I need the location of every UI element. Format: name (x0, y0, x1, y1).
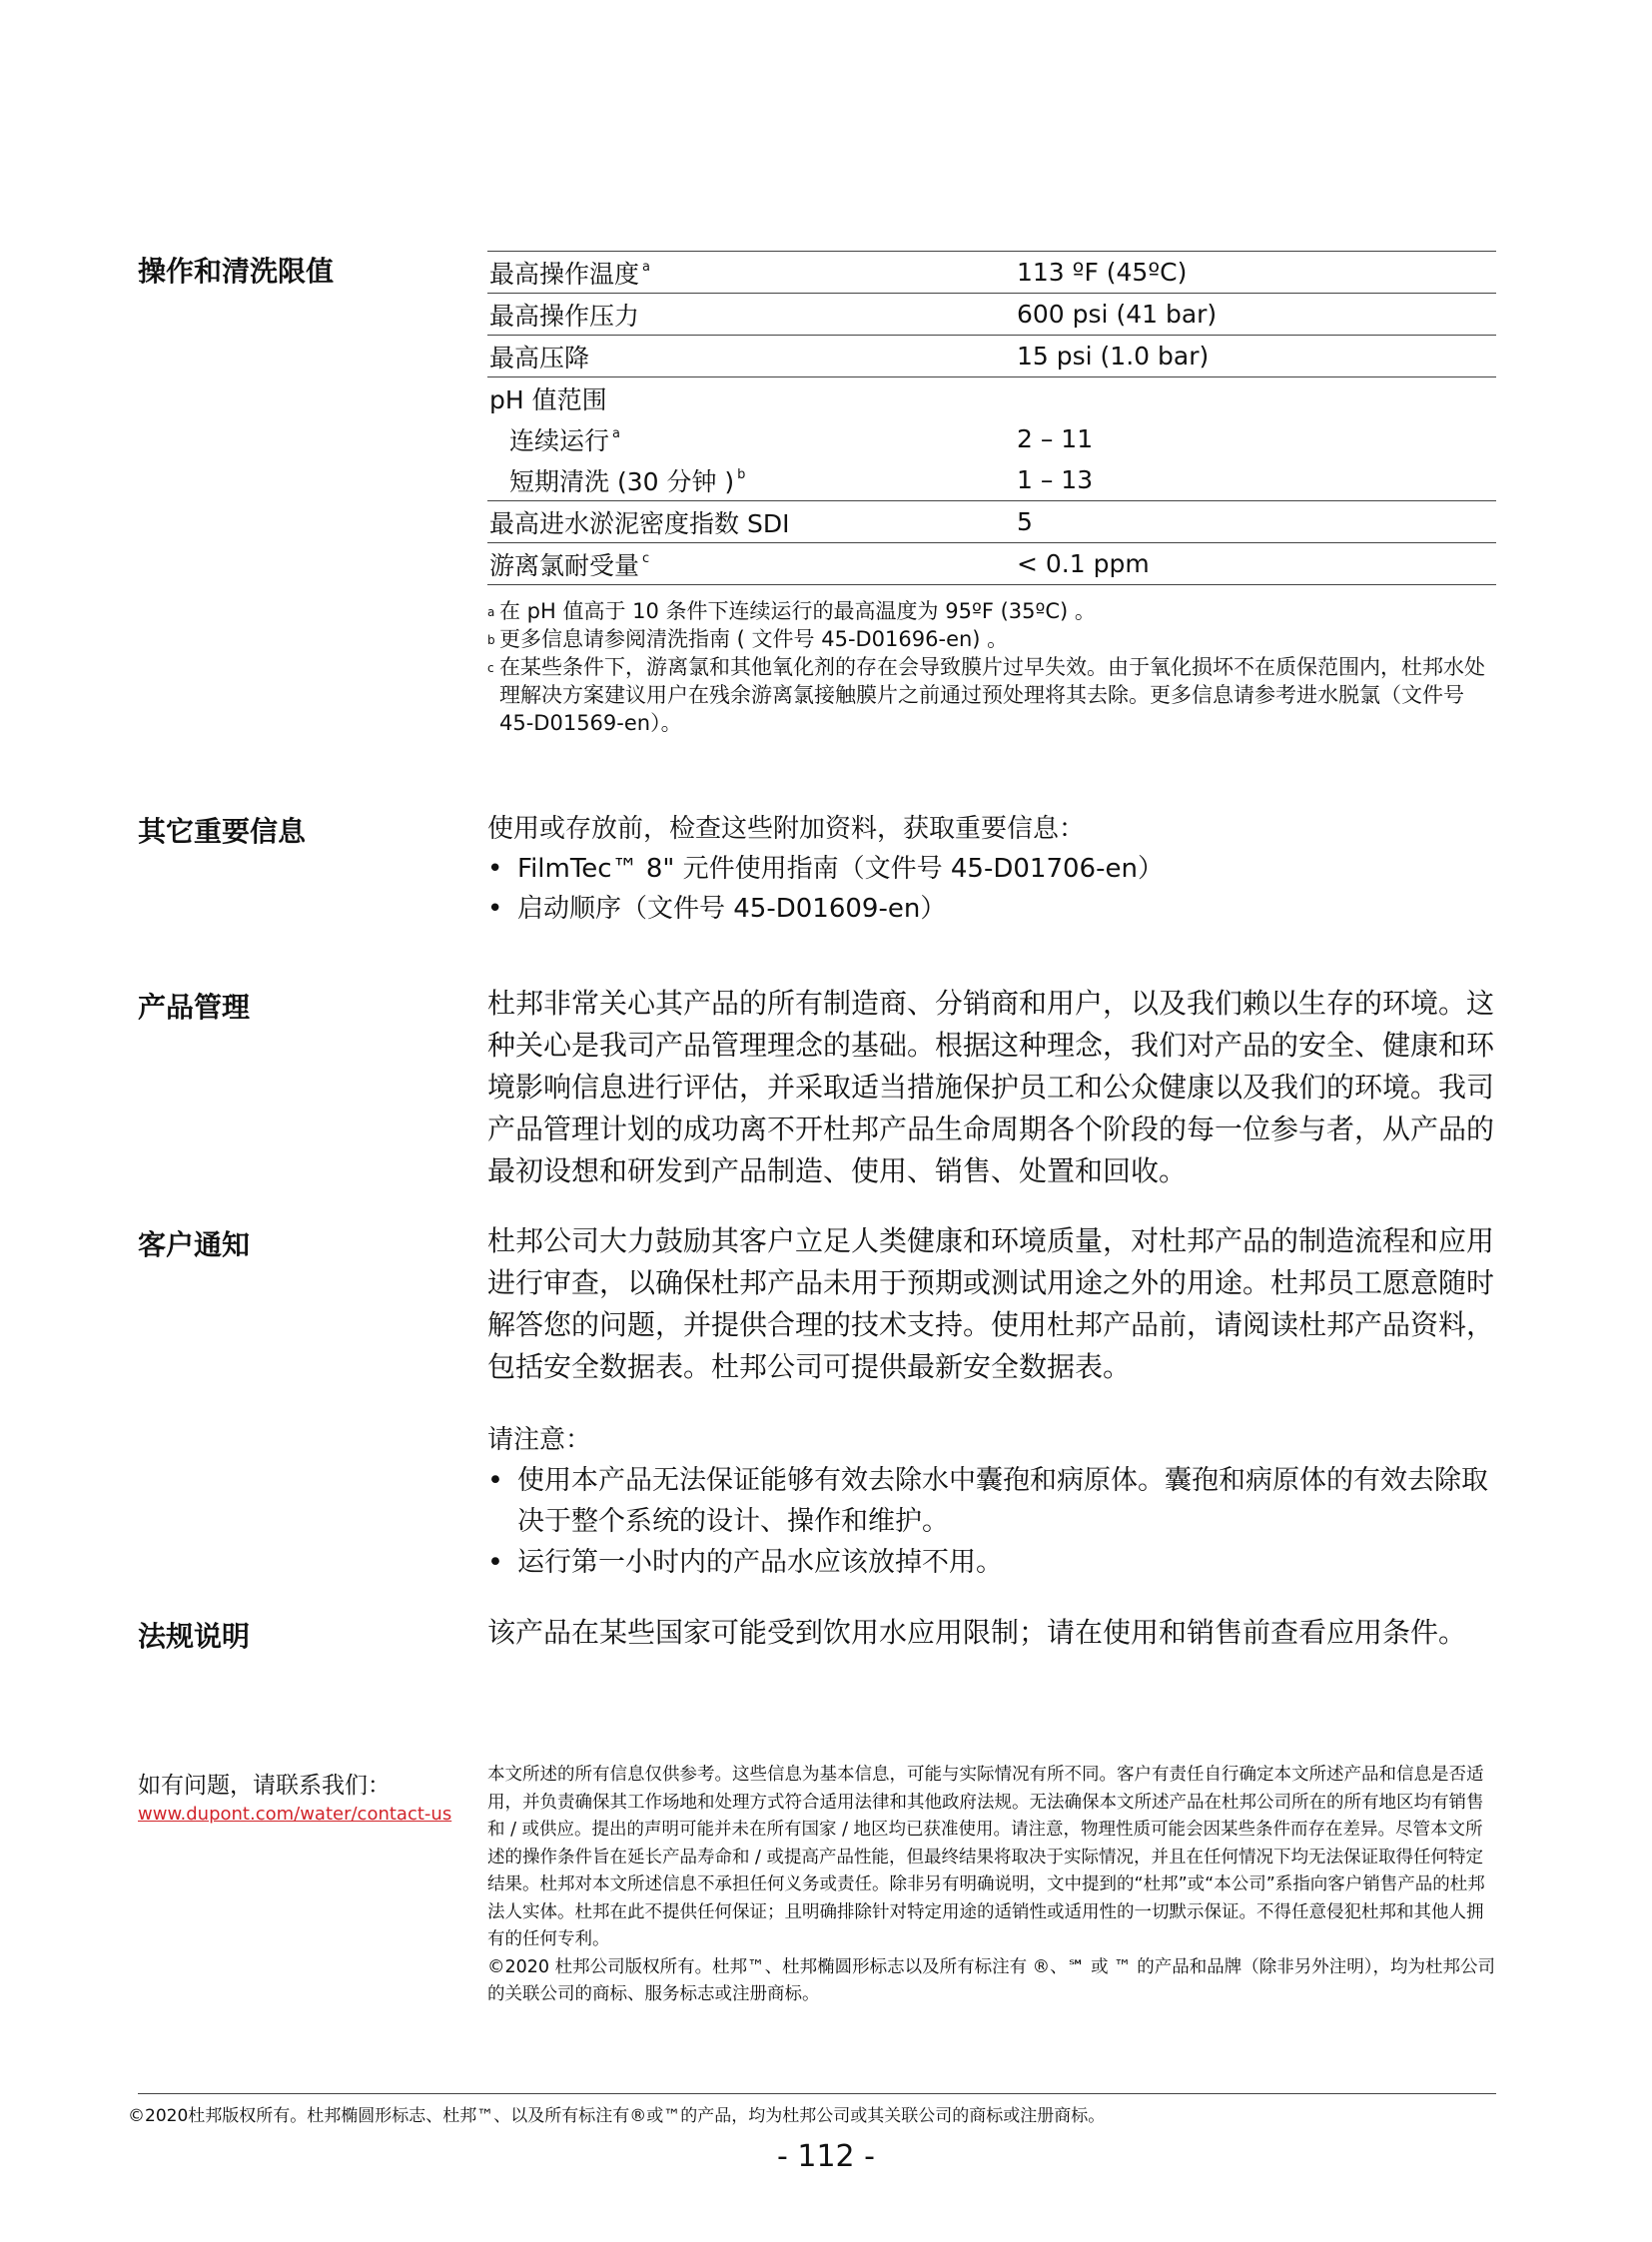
customer-notice-block (487, 1220, 1496, 1583)
bullet-icon: • (487, 894, 503, 924)
footnote-marker: b (737, 466, 746, 482)
row-value: 113 ºF (45ºC) (1017, 252, 1496, 294)
regulatory-text: 该产品在某些国家可能受到饮用水应用限制；请在使用和销售前查看应用条件。 (487, 1616, 1467, 1649)
other-info-block (487, 809, 1496, 929)
row-value: 2 – 11 (1017, 424, 1094, 453)
footnote-marker: b (487, 633, 495, 647)
row-label: 最高进水淤泥密度指数 SDI (489, 508, 790, 538)
section-title-regulatory: 法规说明 (138, 1620, 251, 1653)
footnote-marker: c (487, 661, 494, 675)
disclaimer-block (487, 1762, 1496, 2009)
other-info-list (487, 849, 1496, 929)
section-title-other-info: 其它重要信息 (138, 815, 307, 848)
row-label: 最高压降 (489, 343, 590, 373)
limits-table (487, 251, 1496, 585)
row-value: 600 psi (41 bar) (1017, 294, 1496, 336)
footnote (487, 653, 1496, 737)
bullet-icon: • (487, 854, 503, 884)
footnote-marker: a (612, 425, 620, 441)
footnote-text: 在某些条件下，游离氯和其他氧化剂的存在会导致膜片过早失效。由于氧化损坏不在质保范围内，杜邦水处理解决方案建议用户在残余游离氯接触膜片之前通过预处理将其去除。更多信息请参考进水脱氯（文件号 45-D01569-en）。 (499, 655, 1485, 735)
list-item-text: 启动顺序（文件号 45-D01609-en） (517, 894, 947, 924)
list-item (487, 849, 1496, 889)
row-value: < 0.1 ppm (1017, 543, 1496, 585)
stewardship-text: 杜邦非常关心其产品的所有制造商、分销商和用户，以及我们赖以生存的环境。这种关心是我司产品管理理念的基础。根据这种理念，我们对产品的安全、健康和环境影响信息进行评估，并采取适当措施保护员工和公众健康以及我们的环境。我司产品管理计划的成功离不开杜邦产品生命周期各个阶段的每一位参与者，从产品的最初设想和研发到产品制造、使用、销售、处置和回收。 (487, 987, 1495, 1187)
footnote-marker: a (487, 605, 495, 619)
row-label: 短期清洗 (30 分钟 ) (509, 466, 735, 496)
table-row (487, 336, 1496, 377)
list-item (487, 1542, 1496, 1583)
table-row (487, 459, 1496, 501)
page-number: - 112 - (777, 2139, 875, 2174)
table-row (487, 294, 1496, 336)
footnote (487, 625, 1496, 653)
footer-copyright: ©2020杜邦版权所有。杜邦椭圆形标志、杜邦™、以及所有标注有®或™的产品，均为杜邦公司或其关联公司的商标或注册商标。 (128, 2106, 1106, 2126)
footnote (487, 597, 1496, 625)
table-row (487, 418, 1496, 459)
list-item (487, 1460, 1496, 1542)
list-item-text: 使用本产品无法保证能够有效去除水中囊孢和病原体。囊孢和病原体的有效去除取决于整个系统的设计、操作和维护。 (517, 1465, 1488, 1537)
row-value (1017, 377, 1496, 419)
section-title-customer-notice: 客户通知 (138, 1228, 251, 1261)
table-row (487, 377, 1496, 419)
disclaimer-copyright: ©2020 杜邦公司版权所有。杜邦™、杜邦椭圆形标志以及所有标注有 ®、℠ 或 ™ 的产品和品牌（除非另外注明），均为杜邦公司的关联公司的商标、服务标志或注册商标。 (487, 1956, 1495, 2004)
footnote-text: 在 pH 值高于 10 条件下连续运行的最高温度为 95ºF (35ºC) 。 (499, 599, 1096, 623)
attention-list (487, 1460, 1496, 1583)
table-row (487, 543, 1496, 585)
table-footnotes (487, 597, 1496, 737)
footnote-text: 更多信息请参阅清洗指南 ( 文件号 45-D01696-en) 。 (499, 627, 1009, 651)
row-value: 5 (1017, 501, 1496, 543)
list-item (487, 889, 1496, 929)
footnote-marker: c (642, 550, 650, 566)
list-item-text: FilmTec™ 8" 元件使用指南（文件号 45-D01706-en） (517, 854, 1164, 884)
row-label: 连续运行 (509, 425, 610, 455)
table-row (487, 252, 1496, 294)
section-title-stewardship: 产品管理 (138, 991, 251, 1024)
disclaimer-text: 本文所述的所有信息仅供参考。这些信息为基本信息，可能与实际情况有所不同。客户有责任自行确定本文所述产品和信息是否适用，并负责确保其工作场地和处理方式符合适用法律和其他政府法规。无法确保本文所述产品在杜邦公司所在的所有地区均有销售和 / 或供应。提出的声明可能并未在所有国家 / 地区均已获准使用。请注意，物理性质可能会因某些条件而存在差异。尽管本文所述的操作条件旨在延长产品寿命和 / 或提高产品性能，但最终结果将取决于实际情况，并且在任何情况下均无法保证取得任何特定结果。杜邦对本文所述信息不承担任何义务或责任。除非另有明确说明，文中提到的“杜邦”或“本公司”系指向客户销售产品的杜邦法人实体。杜邦在此不提供任何保证；且明确排除针对特定用途的适销性或适用性的一切默示保证。不得任意侵犯杜邦和其他人拥有的任何专利。 (487, 1765, 1485, 1949)
limits-table-block (487, 251, 1496, 737)
row-label: 游离氯耐受量 (489, 550, 640, 580)
bullet-icon: • (487, 1547, 503, 1578)
footnote-marker: a (642, 259, 650, 275)
footer-divider (138, 2093, 1496, 2094)
row-value: 1 – 13 (1017, 459, 1496, 501)
list-item-text: 运行第一小时内的产品水应该放掉不用。 (517, 1547, 1003, 1578)
table-row (487, 501, 1496, 543)
contact-link[interactable]: www.dupont.com/water/contact-us (138, 1804, 452, 1825)
row-label: 最高操作温度 (489, 259, 640, 289)
section-title-limits: 操作和清洗限值 (138, 255, 335, 288)
customer-notice-text: 杜邦公司大力鼓励其客户立足人类健康和环境质量，对杜邦产品的制造流程和应用进行审查，以确保杜邦产品未用于预期或测试用途之外的用途。杜邦员工愿意随时解答您的问题，并提供合理的技术支持。使用杜邦产品前，请阅读杜邦产品资料，包括安全数据表。杜邦公司可提供最新安全数据表。 (487, 1224, 1495, 1383)
row-label: pH 值范围 (489, 384, 607, 414)
other-info-intro: 使用或存放前，检查这些附加资料，获取重要信息： (487, 814, 1086, 844)
attention-label: 请注意： (487, 1425, 592, 1455)
row-label: 最高操作压力 (489, 301, 640, 331)
bullet-icon: • (487, 1465, 503, 1496)
contact-label: 如有问题，请联系我们： (138, 1773, 391, 1799)
row-value: 15 psi (1.0 bar) (1017, 336, 1496, 377)
